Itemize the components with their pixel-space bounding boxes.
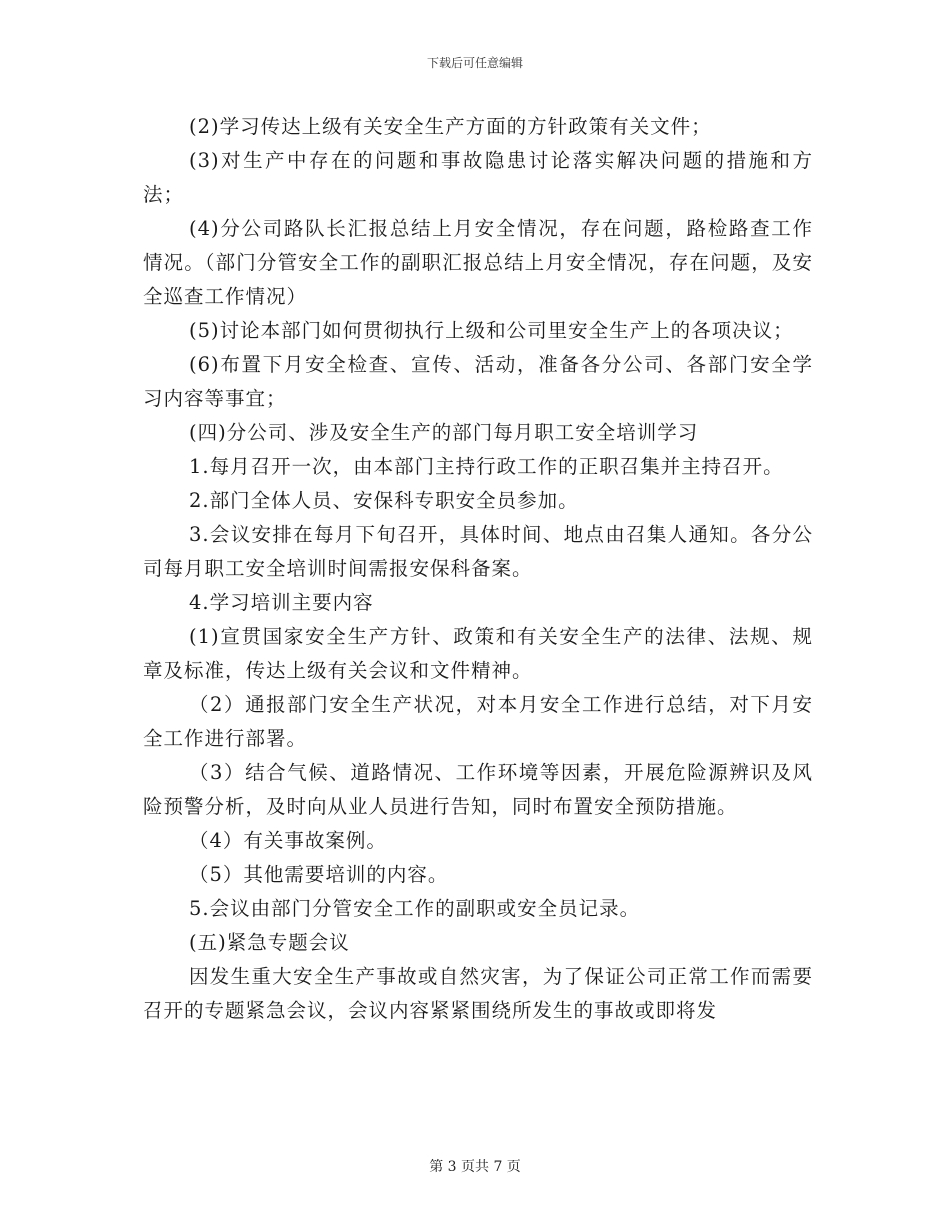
paragraph: （3）结合气候、道路情况、工作环境等因素，开展危险源辨识及风险预警分析，及时向从业人员进行告知，同时布置安全预防措施。: [143, 761, 813, 818]
document-body: [143, 110, 813, 1028]
paragraph: (6)布置下月安全检查、宣传、活动，准备各分公司、各部门安全学习内容等事宜；: [143, 353, 813, 410]
paragraph: 因发生重大安全生产事故或自然灾害，为了保证公司正常工作而需要召开的专题紧急会议，会议内容紧紧围绕所发生的事故或即将发: [143, 965, 813, 1022]
section-heading: (五)紧急专题会议: [189, 931, 350, 954]
section-heading: (四)分公司、涉及安全生产的部门每月职工安全培训学习: [189, 421, 699, 444]
page-header-note: 下载后可任意编辑: [426, 56, 523, 70]
paragraph: （2）通报部门安全生产状况，对本月安全工作进行总结，对下月安全工作进行部署。: [143, 693, 813, 750]
paragraph: (3)对生产中存在的问题和事故隐患讨论落实解决问题的措施和方法；: [143, 149, 813, 206]
paragraph: 5.会议由部门分管安全工作的副职或安全员记录。: [189, 897, 641, 920]
paragraph: (4)分公司路队长汇报总结上月安全情况，存在问题，路检路查工作情况。（部门分管安全工作的副职汇报总结上月安全情况，存在问题，及安全巡查工作情况）: [143, 217, 813, 308]
paragraph: 2.部门全体人员、安保科专职安全员参加。: [189, 489, 579, 512]
paragraph: (1)宣贯国家安全生产方针、政策和有关安全生产的法律、法规、规章及标准，传达上级有关会议和文件精神。: [143, 625, 813, 682]
paragraph: 1.每月召开一次，由本部门主持行政工作的正职召集并主持召开。: [189, 455, 784, 478]
paragraph: （5）其他需要培训的内容。: [189, 863, 449, 886]
subsection-heading: 4.学习培训主要内容: [189, 591, 374, 614]
page-number: 第 3 页共 7 页: [429, 1159, 521, 1175]
paragraph: 3.会议安排在每月下旬召开，具体时间、地点由召集人通知。各分公司每月职工安全培训时间需报安保科备案。: [143, 523, 813, 580]
paragraph: (2)学习传达上级有关安全生产方面的方针政策有关文件；: [189, 115, 712, 138]
paragraph: （4）有关事故案例。: [189, 829, 387, 852]
paragraph: (5)讨论本部门如何贯彻执行上级和公司里安全生产上的各项决议；: [189, 319, 794, 342]
